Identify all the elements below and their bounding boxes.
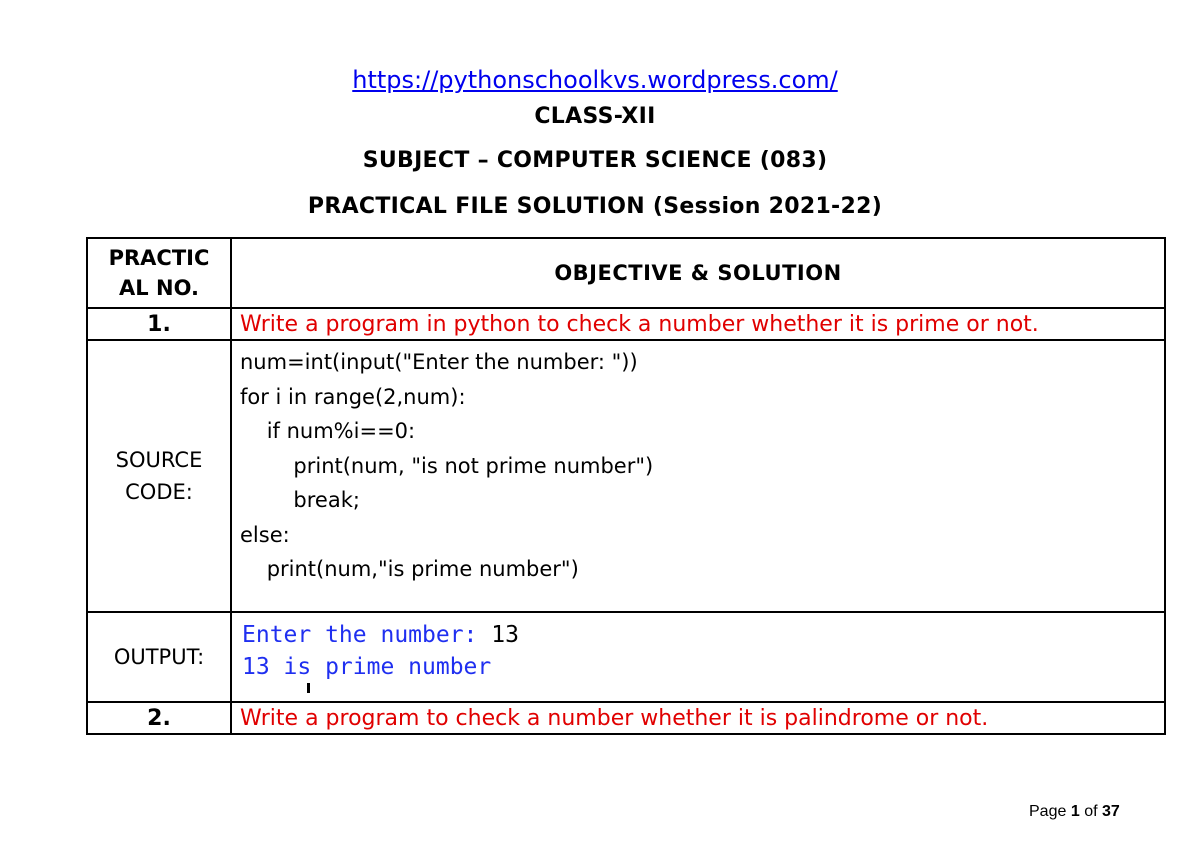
code-line: if num%i==0: xyxy=(240,419,416,443)
class-heading: CLASS-XII xyxy=(534,104,656,129)
subject-heading: SUBJECT – COMPUTER SCIENCE (083) xyxy=(362,148,828,173)
objective-solution-header: OBJECTIVE & SOLUTION xyxy=(231,238,1165,308)
page-current: 1 xyxy=(1070,803,1080,820)
page-total: 37 xyxy=(1101,803,1120,820)
practical-no-header-line2: AL NO. xyxy=(119,276,199,300)
practical-file-heading: PRACTICAL FILE SOLUTION (Session 2021-22) xyxy=(307,194,883,219)
website-link[interactable]: https://pythonschoolkvs.wordpress.com/ xyxy=(352,66,838,94)
of-word: of xyxy=(1084,803,1098,820)
practical-table xyxy=(86,237,1166,735)
practical-no-header xyxy=(87,238,231,308)
output-label: OUTPUT: xyxy=(87,612,231,702)
source-code-label xyxy=(87,340,231,612)
page-word: Page xyxy=(1029,803,1067,820)
source-code-label-line1: SOURCE xyxy=(115,448,203,472)
practical-number-2: 2. xyxy=(87,702,231,734)
code-line: num=int(input("Enter the number: ")) xyxy=(240,350,638,374)
output-prompt: Enter the number: xyxy=(242,622,492,648)
text-cursor-mark xyxy=(307,683,310,693)
code-line: for i in range(2,num): xyxy=(240,384,466,409)
code-line: print(num,"is prime number") xyxy=(240,557,579,581)
table-row xyxy=(87,702,1165,734)
practical-number-1: 1. xyxy=(87,308,231,340)
output-line-2: 13 is prime number xyxy=(242,654,492,680)
output-input-value: 13 xyxy=(491,622,519,648)
code-line: else: xyxy=(240,522,290,547)
source-code-block xyxy=(231,340,1165,612)
code-line: print(num, "is not prime number") xyxy=(240,453,654,478)
output-line-1 xyxy=(242,619,1164,651)
practical-task-1: Write a program in python to check a number whether it is prime or not. xyxy=(231,308,1165,340)
page-footer xyxy=(1029,803,1120,821)
table-row xyxy=(87,308,1165,340)
table-row xyxy=(87,340,1165,612)
practical-task-2: Write a program to check a number whether it is palindrome or not. xyxy=(231,702,1165,734)
output-block xyxy=(231,612,1165,702)
code-line: break; xyxy=(240,488,360,512)
practical-no-header-line1: PRACTIC xyxy=(108,246,210,270)
table-header-row xyxy=(87,238,1165,308)
source-code-label-line2: CODE: xyxy=(125,480,193,504)
table-row xyxy=(87,612,1165,702)
